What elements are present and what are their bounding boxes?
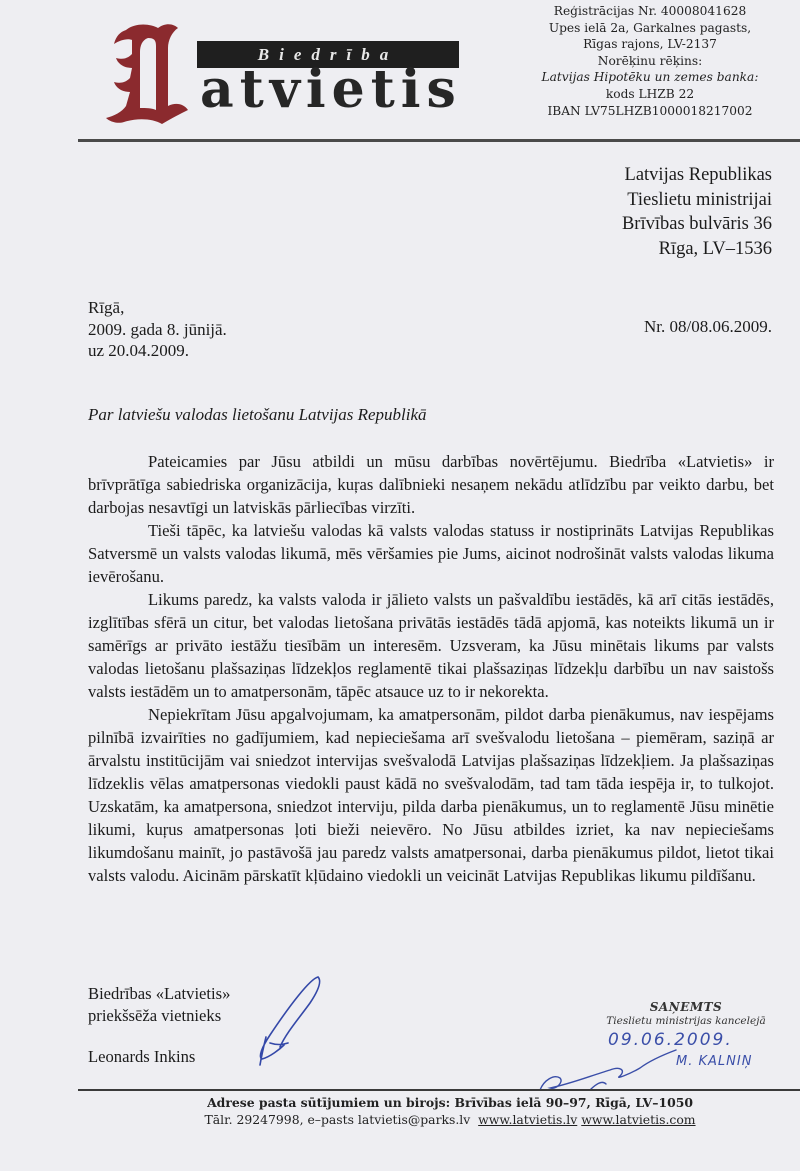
paragraph: Pateicamies par Jūsu atbildi un mūsu darbības novērtējumu. Biedrība «Latvietis» ir brīvprātīga sabiedriska organizācija, kuŗas dalībnieki nesaņem nekādu atlīdzību par veikto darbu, bet darbojas nesavtīgi un latviskās pārliecības virzīti. [88,452,774,517]
recipient-line: Rīga, LV–1536 [658,238,772,259]
logo-wordmark: atvietis [200,59,462,120]
signoff-org: Biedrības «Latvietis» [88,984,231,1003]
letter-subject: Par latviešu valodas lietošanu Latvijas Republikā [88,405,427,424]
date: 2009. gada 8. jūnijā. [88,319,227,339]
recipient-address [622,163,772,261]
header-divider [78,139,800,142]
footer [100,1094,800,1128]
place: Rīgā, [88,298,125,317]
footer-address: Adrese pasta sūtījumiem un birojs: Brīvības ielā 90–97, Rīgā, LV–1050 [207,1095,693,1110]
stamp-title: SAŅEMTS [649,1000,723,1014]
website-link-com[interactable]: www.latvietis.com [581,1112,696,1127]
registration-address-2: Rīgas rajons, LV-2137 [583,37,717,52]
registration-number: Reģistrācijas Nr. 40008041628 [553,4,747,18]
stamp-date: 09.06.2009. [608,1030,733,1050]
stamp-handwritten-name: M. KALNIŅ [676,1054,753,1069]
footer-contact-line [100,1111,800,1128]
recipient-line: Latvijas Republikas [624,165,772,185]
bank-iban: IBAN LV75LHZB1000018217002 [547,103,753,118]
registration-address-1: Upes ielā 2a, Garkalnes pagasts, [548,20,752,35]
paragraph: Likums paredz, ka valsts valoda ir jālieto valsts un pašvaldību iestādēs, kā arī citās iestādēs, izglītības sfērā un citur, bet valodas lietošana privātās iestādēs tādā apjomā, kas noteikts likumā un ir samērīgs ar privāto iestāžu tiesībām un interesēm. Uzsveram, ka Jūsu minētais likums par valsts valodas lietošanu plašsaziņas līdzekļos reglamentē tikai plašsaziņas līdzekļu darbību un nav saistošs valsts iestādēm un to amatpersonām, tāpēc atsauce uz to ir nekorekta. [88,590,774,701]
signoff [88,983,230,1027]
signer-name: Leonards Inkins [88,1047,196,1066]
stamp-signature [530,1040,690,1100]
website-link-lv[interactable]: www.latvietis.lv [478,1112,578,1127]
logo-bar: Biedrība [197,41,459,68]
place-date [88,297,227,362]
recipient-line: Brīvības bulvāris 36 [621,214,772,234]
document-number: Nr. 08/08.06.2009. [644,317,772,336]
footer-divider [78,1089,800,1091]
logo-initial-l [96,18,192,130]
footer-contact: Tālr. 29247998, e–pasts latvietis@parks.lv [204,1112,471,1127]
paragraph: Nepiekrītam Jūsu apgalvojumam, ka amatpersonām, pildot darba pienākumus, nav iespējams pilnībā izvairīties no gadījumiem, kad nepieciešama arī svešvalodu lietošana – piemēram, saziņā ar ārvalstu institūcijām vai sniedzot intervijas svešvalodā Latvijas plašsaziņas līdzekļiem. Ja plašsaziņas līdzeklis vēlas amatpersonas viedokli paust kādā no svešvalodām, tad tam tāda iespēja ir, to tulkojot. Uzskatām, ka amatpersona, sniedzot interviju, pilda darba pienākumus, un to reglamentē Jūsu minētie likumi, kuŗus amatpersonas ļoti bieži neievēro. No Jūsu atbildes izriet, ka nav nepieciešams likumdošanu mainīt, jo pastāvošā jau paredz valsts amatpersonai, darba pienākumus pildot, lietot tikai valsts valodu. Aicinām pārskatīt kļūdaino viedokli un veicināt Latvijas Republikas likumu pildīšanu. [88,705,774,885]
stamp-subtitle: Tieslietu ministrijas kancelejā [606,1015,766,1027]
bank-code: kods LHZB 22 [605,86,695,101]
paragraph: Tieši tāpēc, ka latviešu valodas kā valsts valodas statuss ir nostiprināts Latvijas Republikas Satversmē un valsts valodas likumā, mēs vēršamies pie Jums, aicinot nodrošināt valsts valodas likuma ievērošanu. [88,521,774,586]
bank-name: Latvijas Hipotēku un zemes banka: [541,70,759,85]
bank-account-label: Norēķinu rēķins: [597,53,703,68]
registration-block [505,3,795,119]
reply-to-date: uz 20.04.2009. [88,341,190,360]
recipient-line: Tieslietu ministrijai [627,189,772,210]
letter-body [88,450,774,887]
received-stamp [586,1000,786,1027]
signoff-title: priekšsēža vietnieks [88,1006,222,1025]
handwritten-signature [240,975,330,1070]
